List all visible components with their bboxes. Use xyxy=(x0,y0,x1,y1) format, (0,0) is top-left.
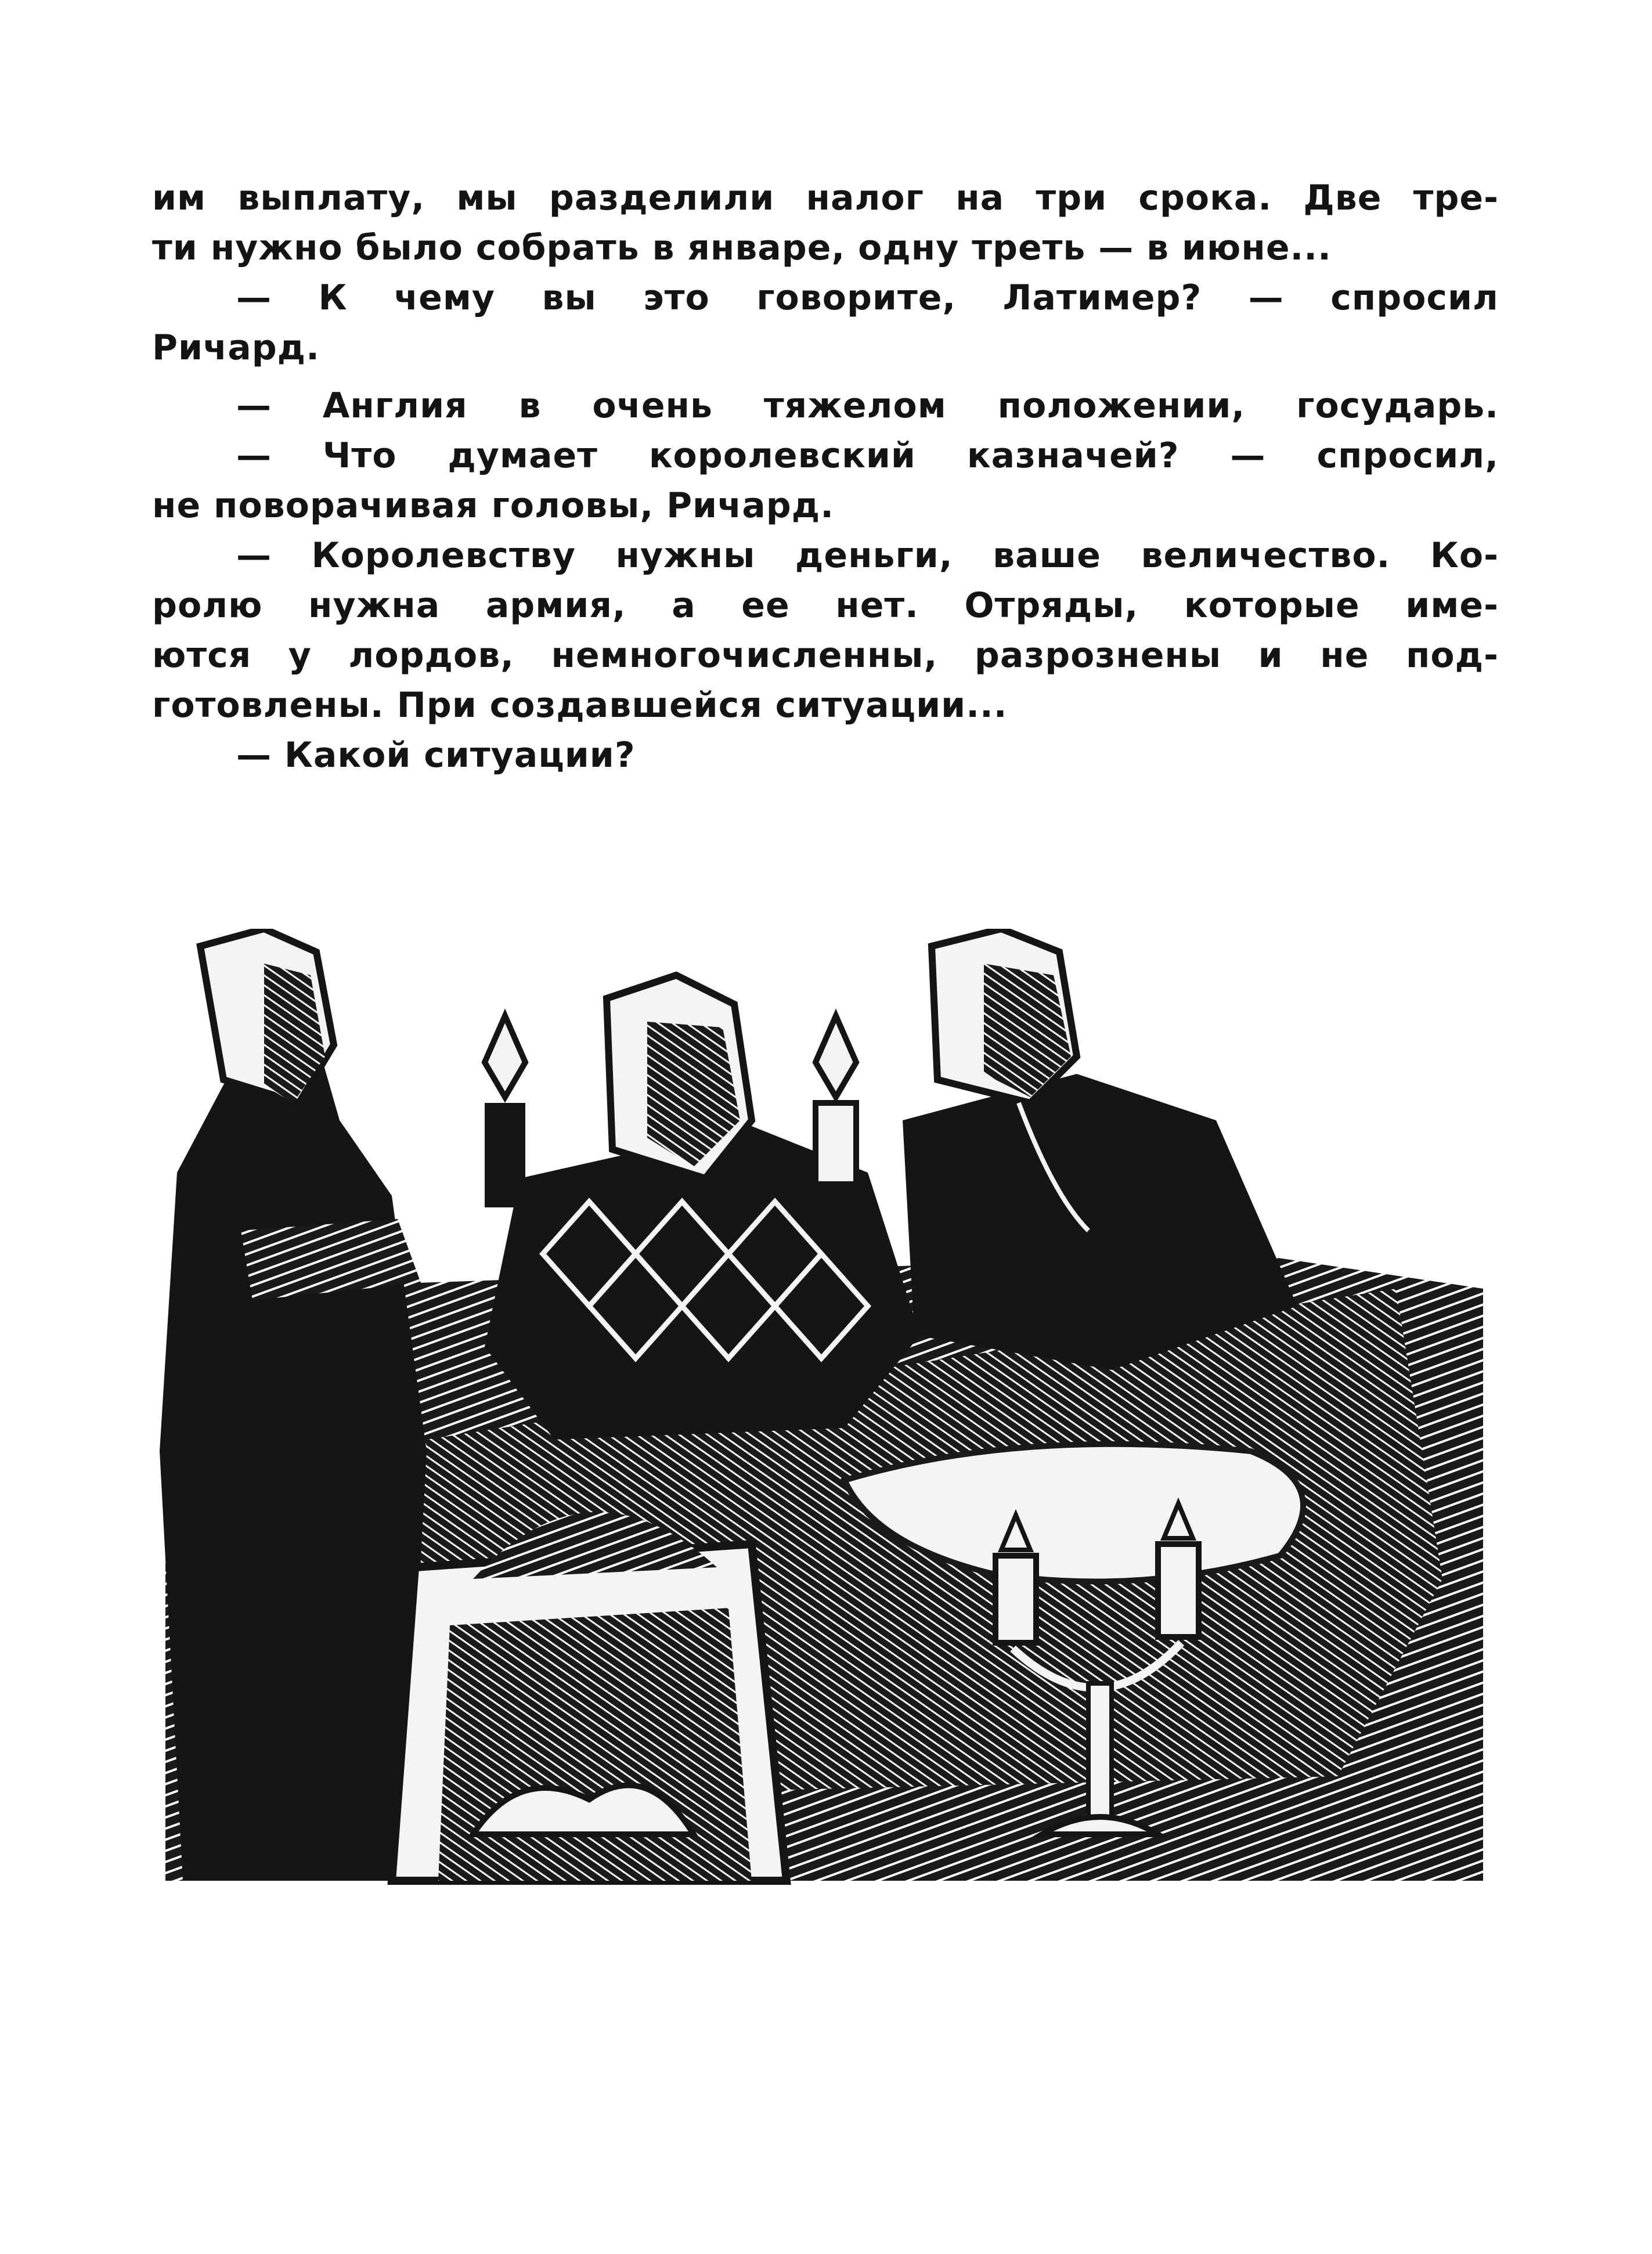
text-line: — Англия в очень тяжелом положении, государь. xyxy=(236,385,1499,426)
woodcut-illustration xyxy=(148,929,1489,1887)
text-line: Ричард. xyxy=(152,327,320,368)
text-line: не поворачивая головы, Ричард. xyxy=(152,485,834,526)
text-line: ти нужно было собрать в январе, одну треть — в июне... xyxy=(152,228,1332,268)
illustration-svg xyxy=(148,929,1489,1887)
chair-panel xyxy=(438,1608,752,1881)
left-figure-robe xyxy=(160,1039,427,1881)
text-line: — Королевству нужны деньги, ваше величество. Ко- xyxy=(236,535,1499,576)
text-line: — Какой ситуации? xyxy=(236,735,636,776)
text-line: — Что думает королевский казначей? — спросил, xyxy=(236,435,1499,476)
text-line: ются у лордов, немногочисленны, разрознены и не под- xyxy=(152,635,1499,676)
right-figure-robe xyxy=(903,1074,1297,1370)
text-line: готовлены. При создавшейся ситуации... xyxy=(152,685,1008,726)
text-block xyxy=(152,173,1499,780)
text-line: им выплату, мы разделили налог на три срока. Две тре- xyxy=(152,178,1499,218)
text-line: — К чему вы это говорите, Латимер? — спросил xyxy=(236,277,1499,318)
text-line: ролю нужна армия, а ее нет. Отряды, которые име- xyxy=(152,585,1499,626)
